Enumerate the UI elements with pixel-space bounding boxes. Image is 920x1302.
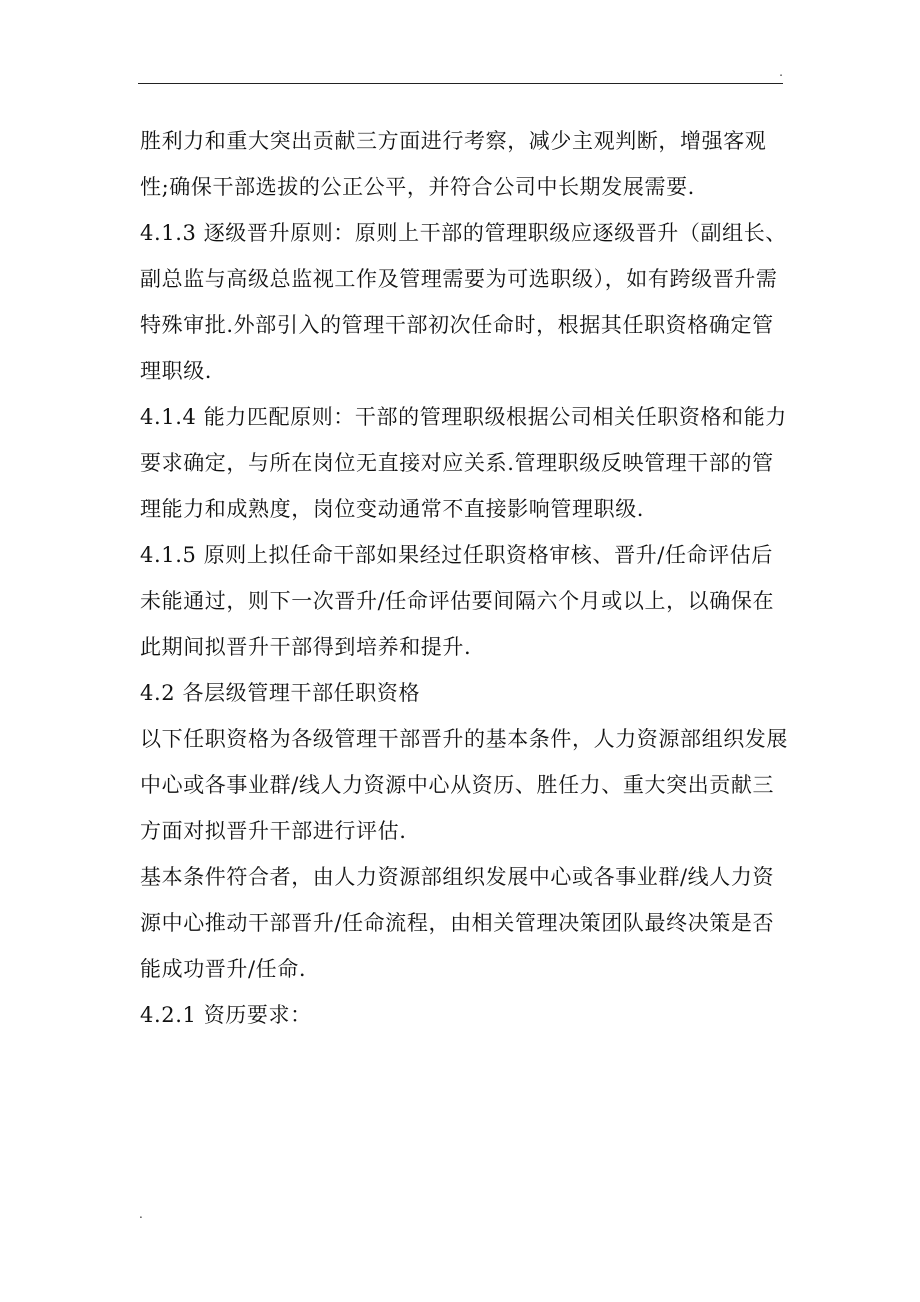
- paragraph-4-1-5: 4.1.5 原则上拟任命干部如果经过任职资格审核、晋升/任命评估后未能通过，则下一次晋升/任命评估要间隔六个月或以上，以确保在此期间拟晋升干部得到培养和提升.: [140, 543, 775, 659]
- paragraph-4-1-4: 4.1.4 能力匹配原则：干部的管理职级根据公司相关任职资格和能力要求确定，与所在岗位无直接对应关系.管理职级反映管理干部的管理能力和成熟度，岗位变动通常不直接影响管理职级.: [140, 405, 787, 521]
- section-heading-4-2-1: 4.2.1 资历要求：: [140, 1003, 312, 1027]
- footer-mark: .: [139, 1207, 143, 1221]
- header-rule: [138, 83, 783, 84]
- header-mark: .: [779, 65, 783, 79]
- section-heading-4-2: 4.2 各层级管理干部任职资格: [140, 681, 421, 705]
- paragraph-4-1-3: 4.1.3 逐级晋升原则：原则上干部的管理职级应逐级晋升（副组长、副总监与高级总监视工作及管理需要为可选职级），如有跨级晋升需特殊审批.外部引入的管理干部初次任命时，根据其任职资格确定管理职级.: [140, 221, 787, 383]
- paragraph-continuation: 胜利力和重大突出贡献三方面进行考察，减少主观判断，增强客观性;确保干部选拔的公正公平，并符合公司中长期发展需要.: [140, 129, 767, 199]
- document-body: [140, 118, 792, 1038]
- paragraph-process: 基本条件符合者，由人力资源部组织发展中心或各事业群/线人力资源中心推动干部晋升/任命流程，由相关管理决策团队最终决策是否能成功晋升/任命.: [140, 865, 775, 981]
- paragraph-qualification-intro: 以下任职资格为各级管理干部晋升的基本条件，人力资源部组织发展中心或各事业群/线人力资源中心从资历、胜任力、重大突出贡献三方面对拟晋升干部进行评估.: [140, 727, 788, 843]
